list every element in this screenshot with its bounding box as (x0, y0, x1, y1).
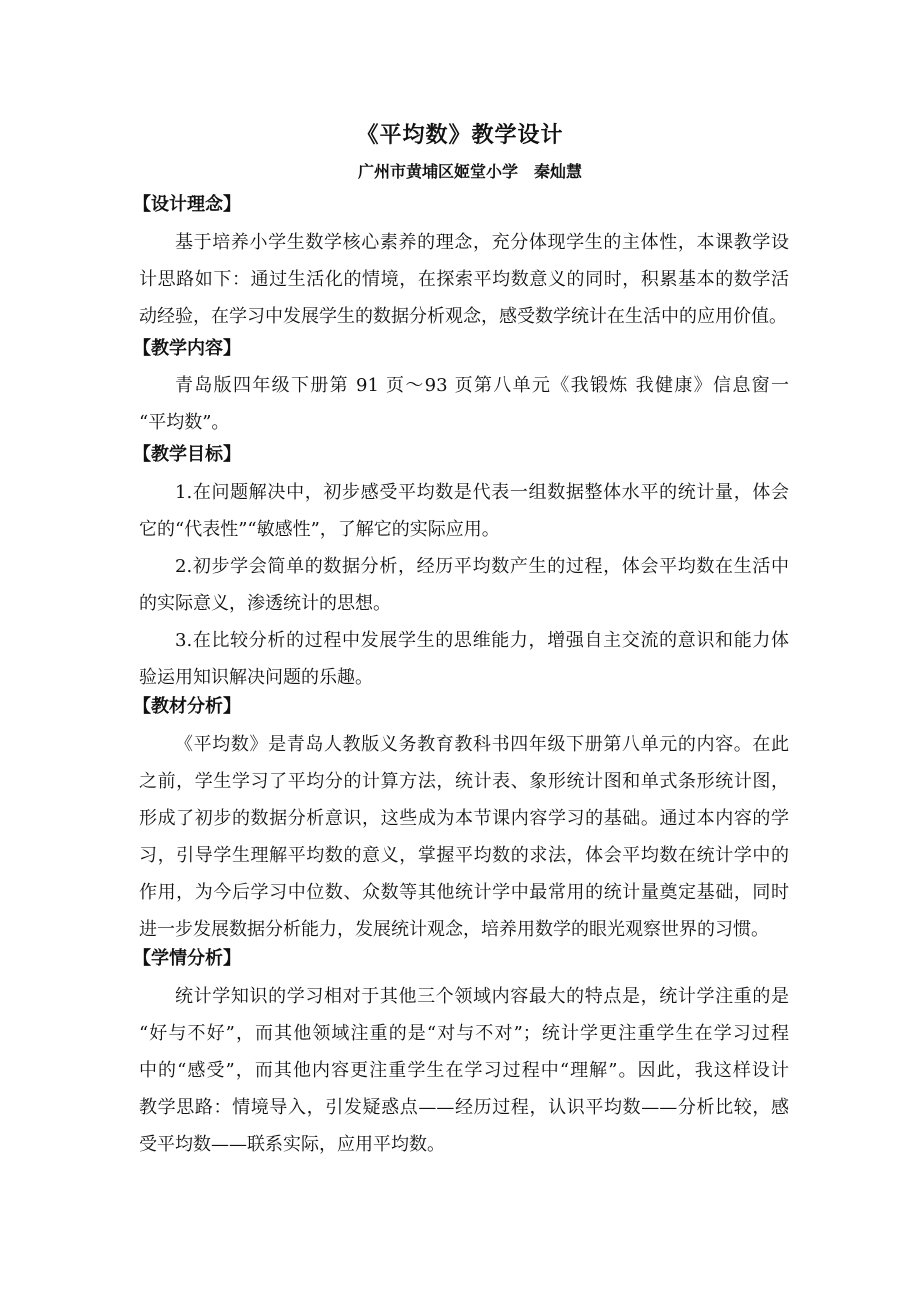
paragraph-line: 的实际意义，渗透统计的思想。 (139, 593, 391, 614)
paragraph-line: 之前，学生学习了平均分的计算方法，统计表、象形统计图和单式条形统计图， (139, 771, 789, 792)
paragraph-line: 《平均数》是青岛人教版义务教育教科书四年级下册第八单元的内容。在此 (175, 734, 789, 755)
paragraph (139, 474, 789, 696)
paragraph-line: 基于培养小学生数学核心素养的理念，充分体现学生的主体性，本课教学设 (175, 232, 789, 253)
paragraph (139, 726, 789, 948)
section-heading-teaching-goals: 【教学目标】 (133, 444, 241, 465)
section-heading-teaching-content: 【教学内容】 (133, 338, 241, 359)
paragraph-line: 动经验，在学习中发展学生的数据分析观念，感受数学统计在生活中的应用价值。 (139, 306, 787, 327)
section-heading-student-analysis: 【学情分析】 (133, 948, 241, 969)
paragraph-line: 青岛版四年级下册第 91 页～93 页第八单元《我锻炼 我健康》信息窗一 (175, 375, 789, 396)
document-title: 《平均数》教学设计 (356, 122, 564, 148)
paragraph-line: 3.在比较分析的过程中发展学生的思维能力，增强自主交流的意识和能力体 (175, 630, 789, 651)
section-heading-textbook-analysis: 【教材分析】 (133, 696, 241, 717)
paragraph-line: 作用，为今后学习中位数、众数等其他统计学中最常用的统计量奠定基础，同时 (139, 882, 789, 903)
paragraph-line: 统计学知识的学习相对于其他三个领域内容最大的特点是，统计学注重的是 (175, 986, 789, 1007)
paragraph-line: 计思路如下：通过生活化的情境，在探索平均数意义的同时，积累基本的数学活 (139, 269, 789, 290)
paragraph-line: 教学思路：情境导入，引发疑惑点——经历过程，认识平均数——分析比较，感 (139, 1097, 789, 1118)
document-author: 广州市黄埔区姬堂小学 秦灿慧 (357, 162, 582, 181)
paragraph-line: 它的“代表性”“敏感性”，了解它的实际应用。 (139, 519, 500, 540)
paragraph (139, 367, 789, 441)
paragraph-line: 形成了初步的数据分析意识，这些成为本节课内容学习的基础。通过本内容的学 (139, 808, 789, 829)
paragraph-line: “平均数”。 (139, 412, 230, 433)
paragraph-line: 受平均数——联系实际，应用平均数。 (139, 1134, 445, 1155)
paragraph-line: 中的“感受”，而其他内容更注重学生在学习过程中“理解”。因此，我这样设计 (139, 1060, 789, 1081)
paragraph-line: 1.在问题解决中，初步感受平均数是代表一组数据整体水平的统计量，体会 (175, 482, 789, 503)
paragraph-line: 2.初步学会简单的数据分析，经历平均数产生的过程，体会平均数在生活中 (175, 556, 789, 577)
paragraph-line: “好与不好”，而其他领域注重的是“对与不对”；统计学更注重学生在学习过程 (139, 1023, 789, 1044)
paragraph (139, 978, 789, 1163)
paragraph-line: 进一步发展数据分析能力，发展统计观念，培养用数学的眼光观察世界的习惯。 (139, 919, 769, 940)
paragraph-line: 习，引导学生理解平均数的意义，掌握平均数的求法，体会平均数在统计学中的 (139, 845, 789, 866)
paragraph (139, 224, 789, 335)
section-heading-design-concept: 【设计理念】 (133, 194, 241, 215)
paragraph-line: 验运用知识解决问题的乐趣。 (139, 667, 373, 688)
